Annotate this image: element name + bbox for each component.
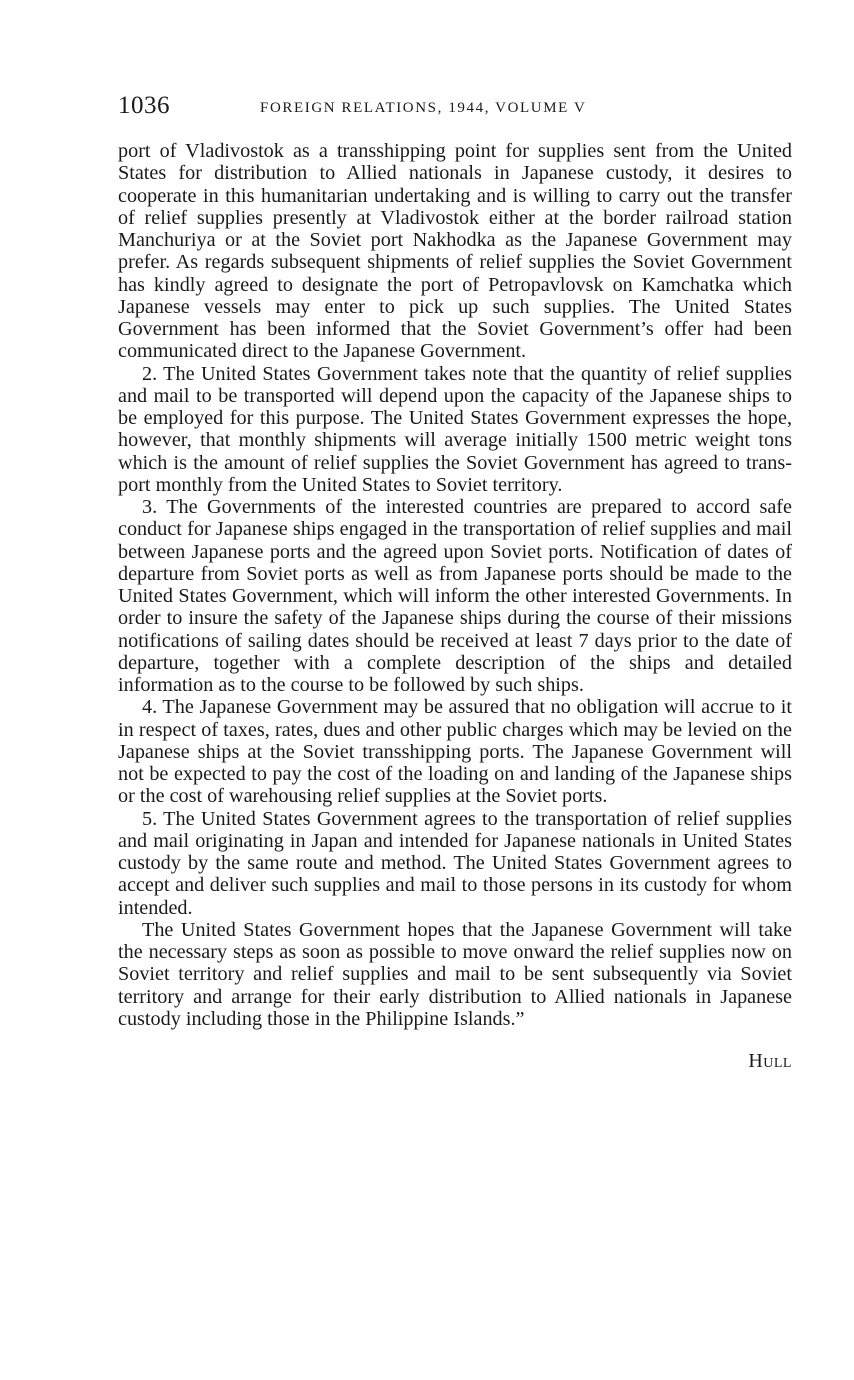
body-text: [118, 140, 792, 1030]
paragraph-continuation: port of Vladivostok as a transshipping point for supplies sent from the United States for distribution to Allied nationals in Japanese custody, it desires to cooperate in this humanitarian undertaking and is willing to carry out the transfer of relief supplies presently at Vladivostok either at the border railroad station Manchuriya or at the Soviet port Nakhodka as the Japanese Government may prefer. As regards subsequent shipments of relief supplies the Soviet Government has kindly agreed to designate the port of Petropavlovsk on Kamchatka which Japanese vessels may enter to pick up such supplies. The United States Government has been informed that the Soviet Government’s offer had been communicated direct to the Japanese Government.: [118, 140, 792, 363]
paragraph-closing: The United States Government hopes that the Japanese Government will take the necessary steps as soon as possible to move onward the relief supplies now on Soviet territory and relief supplies and mail to be sent subsequently via Soviet territory and arrange for their early distribution to Allied nationals in Japanese custody including those in the Philippine Islands.”: [118, 918, 792, 1030]
signature: Hull: [748, 1050, 792, 1072]
paragraph-item-2: 2. The United States Government takes note that the quantity of relief supplies and mail to be transported will depend upon the capacity of the Japanese ships to be employed for this purpose. The United States Government expresses the hope, however, that monthly shipments will average initially 1500 metric weight tons which is the amount of relief supplies the Soviet Government has agreed to transport monthly from the United States to Soviet territory.: [118, 362, 792, 496]
paragraph-item-5: 5. The United States Government agrees to the transportation of relief supplies and mail originating in Japan and intended for Japanese nationals in United States custody by the same route and method. The United States Government agrees to accept and deliver such supplies and mail to those persons in its custody for whom intended.: [118, 807, 792, 919]
paragraph-item-4: 4. The Japanese Government may be assured that no obligation will accrue to it in respect of taxes, rates, dues and other public charges which may be levied on the Japanese ships at the Soviet transshipping ports. The Japanese Government will not be expected to pay the cost of the loading on and landing of the Japanese ships or the cost of warehousing relief supplies at the Soviet ports.: [118, 696, 792, 808]
page-header: [118, 92, 792, 126]
page-number: 1036: [118, 92, 170, 119]
running-head: FOREIGN RELATIONS, 1944, VOLUME V: [260, 100, 587, 116]
document-page: [118, 92, 792, 1073]
paragraph-item-3: 3. The Governments of the interested countries are prepared to accord safe conduct for Japanese ships engaged in the transportation of relief supplies and mail between Japanese ports and the agreed upon Soviet ports. Notification of dates of departure from Soviet ports as well as from Japanese ports should be made to the United States Government, which will inform the other interested Governments. In order to insure the safety of the Japanese ships during the course of their missions notifications of sailing dates should be received at least 7 days prior to the date of departure, together with a complete description of the ships and detailed information as to the course to be followed by such ships.: [118, 496, 792, 696]
